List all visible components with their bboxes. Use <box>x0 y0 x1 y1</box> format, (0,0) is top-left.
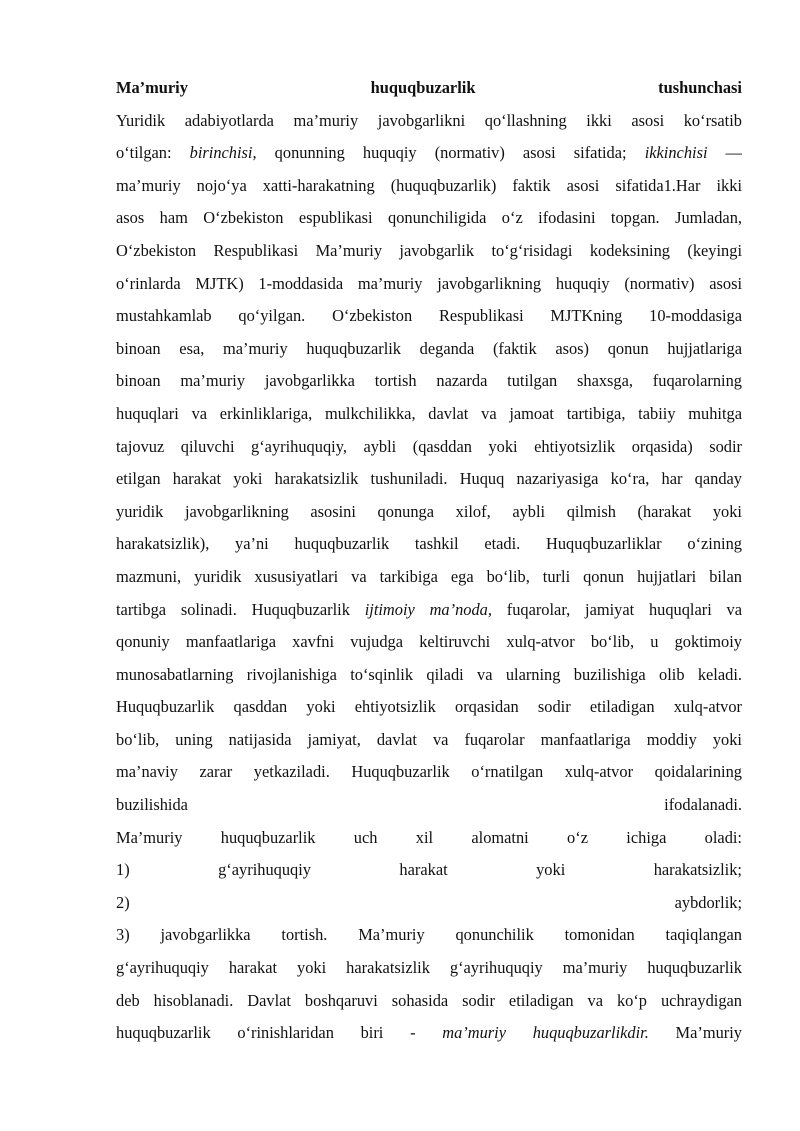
text-run: 2) aybdorlik; <box>116 892 742 912</box>
text-run: etilgan harakat yoki harakatsizlik tushuniladi. Huquq nazariyasiga ko‘ra, har qanday <box>116 469 742 489</box>
emphasis-text: ijtimoiy ma’noda, <box>364 599 492 619</box>
text-line <box>116 300 742 333</box>
text-line <box>116 561 742 594</box>
text-run: O‘zbekiston Respublikasi Ma’muriy javobgarlik to‘g‘risidagi kodeksining (keyingi <box>116 240 742 260</box>
text-run: asos ham O‘zbekiston espublikasi qonunchiligida o‘z ifodasini topgan. Jumladan, <box>116 208 742 228</box>
text-run: — <box>707 143 742 163</box>
text-run: Ma’muriy huquqbuzarlik uch xil alomatni o‘z ichiga oladi: <box>116 827 742 847</box>
text-line <box>116 822 742 855</box>
emphasis-text: ikkinchisi <box>644 143 708 163</box>
text-line <box>116 887 742 920</box>
emphasis-text: ma’muriy huquqbuzarlikdir. <box>442 1023 649 1043</box>
text-line <box>116 626 742 659</box>
emphasis-text: birinchisi, <box>189 143 257 163</box>
text-line <box>116 496 742 529</box>
text-line <box>116 919 742 952</box>
text-line <box>116 528 742 561</box>
text-run: harakatsizlik), ya’ni huquqbuzarlik tashkil etadi. Huquqbuzarliklar o‘zining <box>116 534 742 554</box>
text-run: 1) g‘ayrihuquqiy harakat yoki harakatsizlik; <box>116 860 742 880</box>
text-line <box>116 854 742 887</box>
text-run: Huquqbuzarlik qasddan yoki ehtiyotsizlik orqasidan sodir etiladigan xulq-atvor <box>116 697 742 717</box>
text-line <box>116 431 742 464</box>
page-title <box>116 72 742 105</box>
text-run: bo‘lib, uning natijasida jamiyat, davlat va fuqarolar manfaatlariga moddiy yoki <box>116 729 742 749</box>
text-line <box>116 365 742 398</box>
text-run: o‘rinlarda MJTK) 1-moddasida ma’muriy javobgarlikning huquqiy (normativ) asosi <box>116 273 742 293</box>
text-line <box>116 105 742 138</box>
text-run: huquqbuzarlik o‘rinishlaridan biri - <box>116 1023 443 1043</box>
document-page <box>116 72 742 1050</box>
text-line <box>116 333 742 366</box>
text-run: Yuridik adabiyotlarda ma’muriy javobgarlikni qo‘llashning ikki asosi ko‘rsatib <box>116 110 742 130</box>
text-line <box>116 268 742 301</box>
text-line <box>116 170 742 203</box>
text-line <box>116 691 742 724</box>
text-run: buzilishida ifodalanadi. <box>116 795 742 815</box>
text-line <box>116 463 742 496</box>
text-run: g‘ayrihuquqiy harakat yoki harakatsizlik g‘ayrihuquqiy ma’muriy huquqbuzarlik <box>116 958 742 978</box>
text-run: huquqlari va erkinliklariga, mulkchilikka, davlat va jamoat tartibiga, tabiiy muhitga <box>116 403 742 423</box>
text-line <box>116 724 742 757</box>
text-run: o‘tilgan: <box>116 143 190 163</box>
text-run: qonunning huquqiy (normativ) asosi sifatida; <box>256 143 645 163</box>
text-run: tartibga solinadi. Huquqbuzarlik <box>116 599 365 619</box>
text-run: mazmuni, yuridik xususiyatlari va tarkibiga ega bo‘lib, turli qonun hujjatlari bilan <box>116 566 742 586</box>
text-run: Ma’muriy <box>648 1023 742 1043</box>
text-run: mustahkamlab qo‘yilgan. O‘zbekiston Respublikasi MJTKning 10-moddasiga <box>116 306 742 326</box>
text-run: binoan esa, ma’muriy huquqbuzarlik deganda (faktik asos) qonun hujjatlariga <box>116 338 742 358</box>
text-run: deb hisoblanadi. Davlat boshqaruvi sohasida sodir etiladigan va ko‘p uchraydigan <box>116 990 742 1010</box>
text-run: ma’naviy zarar yetkaziladi. Huquqbuzarlik o‘rnatilgan xulq-atvor qoidalarining <box>116 762 742 782</box>
text-line <box>116 952 742 985</box>
text-run: fuqarolar, jamiyat huquqlari va <box>491 599 742 619</box>
text-run: binoan ma’muriy javobgarlikka tortish nazarda tutilgan shaxsga, fuqarolarning <box>116 371 742 391</box>
text-run: tajovuz qiluvchi g‘ayrihuquqiy, aybli (qasddan yoki ehtiyotsizlik orqasida) sodir <box>116 436 742 456</box>
text-line <box>116 235 742 268</box>
text-run: munosabatlarning rivojlanishiga to‘sqinlik qiladi va ularning buzilishiga olib keladi. <box>116 664 742 684</box>
text-run: Ma’muriy huquqbuzarlik tushunchasi <box>116 78 742 97</box>
text-line <box>116 659 742 692</box>
text-line <box>116 985 742 1018</box>
document-body <box>116 72 742 1050</box>
text-line <box>116 202 742 235</box>
text-line <box>116 137 742 170</box>
text-run: ma’muriy nojo‘ya xatti-harakatning (huquqbuzarlik) faktik asosi sifatida1.Har ikki <box>116 175 742 195</box>
text-line <box>116 398 742 431</box>
text-line <box>116 789 742 822</box>
text-line <box>116 1017 742 1050</box>
text-line <box>116 756 742 789</box>
text-run: 3) javobgarlikka tortish. Ma’muriy qonunchilik tomonidan taqiqlangan <box>116 925 742 945</box>
text-run: qonuniy manfaatlariga xavfni vujudga keltiruvchi xulq-atvor bo‘lib, u goktimoiy <box>116 632 742 652</box>
text-run: yuridik javobgarlikning asosini qonunga xilof, aybli qilmish (harakat yoki <box>116 501 742 521</box>
text-line <box>116 594 742 627</box>
